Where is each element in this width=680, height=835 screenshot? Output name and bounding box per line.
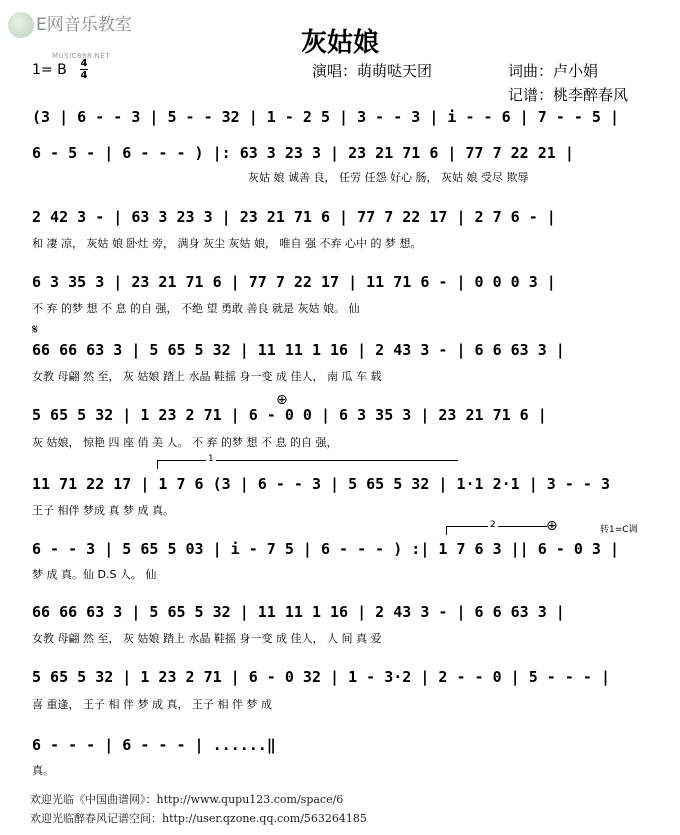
singer: 演唱：萌萌哒天团 [312, 62, 433, 80]
score-row-7: 11 71 22 17 | 1 7 6 (3 | 6 - - 3 | 5 65 5 32 | 1·1 2·1 | 3 - - 3 [32, 475, 610, 493]
footer-line-2: 欢迎光临醉春风记谱空间：http://user.qzone.qq.com/563264185 [30, 812, 367, 825]
key-signature: 1= B [32, 62, 67, 78]
footer-line-1: 欢迎光临《中国曲谱网》：http://www.qupu123.com/space/6 [30, 793, 344, 806]
volta-1-label: 1 [208, 454, 214, 464]
score-row-4: 6 3 35 3 | 23 21 71 6 | 77 7 22 17 | 11 71 6 - | 0 0 0 3 | [32, 273, 556, 291]
lyric-row-4: 不 弃 的梦 想 不 息 的自 强， 不绝 望 勇敢 善良 就是 灰姑 娘。 仙 [32, 302, 360, 315]
lyric-row-7: 王子 相伴 梦成 真 梦 成 真。 [32, 504, 174, 517]
lyric-row-8: 梦 成 真。仙 D.S 人。 仙 [32, 568, 157, 581]
lyric-row-9: 女教 母翩 然 至， 灰 姑娘 踏上 水晶 鞋摇 身一变 成 佳人， 人 间 真 爱 [32, 632, 382, 645]
transcriber: 记谱：桃李醉春风 [508, 86, 629, 104]
segno-sign: 𝄋 [32, 322, 39, 338]
score-row-9: 66 66 63 3 | 5 65 5 32 | 11 11 1 16 | 2 43 3 - | 6 6 63 3 | [32, 603, 565, 621]
score-row-11: 6 - - - | 6 - - - | ......‖ [32, 736, 276, 754]
modulation-note: 转1=C调 [600, 525, 638, 535]
coda-sign: ⊕ [276, 392, 288, 408]
volta-2-label: 2 [490, 520, 496, 530]
volta-1-bracket [157, 460, 458, 469]
lyric-row-3: 和 凄 凉， 灰姑 娘 卧灶 旁， 满身 灰尘 灰姑 娘， 唯自 强 不弃 心中 的 梦 想。 [32, 237, 422, 250]
score-row-10: 5 65 5 32 | 1 23 2 71 | 6 - 0 32 | 1 - 3·2 | 2 - - 0 | 5 - - - | [32, 668, 610, 686]
score-row-5: 66 66 63 3 | 5 65 5 32 | 11 11 1 16 | 2 43 3 - | 6 6 63 3 | [32, 341, 565, 359]
site-text: MUSIC888.NET [52, 52, 111, 60]
score-row-3: 2 42 3 - | 63 3 23 3 | 23 21 71 6 | 77 7 22 17 | 2 7 6 - | [32, 208, 556, 226]
score-row-6: 5 65 5 32 | 1 23 2 71 | 6 - 0 0 | 6 3 35 3 | 23 21 71 6 | [32, 406, 547, 424]
time-signature [80, 58, 88, 81]
coda-sign-2: ⊕ [546, 518, 558, 534]
score-row-1: (3 | 6 - - 3 | 5 - - 32 | 1 - 2 5 | 3 - - 3 | i - - 6 | 7 - - 5 | [32, 108, 619, 126]
composer: 词曲：卢小娟 [508, 62, 599, 80]
logo-text: E网音乐教室 [36, 15, 132, 35]
lyric-row-2: 灰姑 娘 诚善 良， 任劳 任怨 好心 肠， 灰姑 娘 受尽 欺辱 [248, 171, 529, 184]
score-row-2: 6 - 5 - | 6 - - - ) |: 63 3 23 3 | 23 21 71 6 | 77 7 22 21 | [32, 144, 574, 162]
lyric-row-11: 真。 [32, 764, 54, 777]
time-top: 4 [80, 58, 88, 69]
score-row-8: 6 - - 3 | 5 65 5 03 | i - 7 5 | 6 - - - ) :| 1 7 6 3 || 6 - 0 3 | [32, 540, 619, 558]
lyric-row-6: 灰 姑娘， 惊艳 四 座 俏 美 人。 不 弃 的梦 想 不 息 的自 强， [32, 436, 338, 449]
time-bottom: 4 [80, 70, 88, 81]
lyric-row-5: 女教 母翩 然 至， 灰 姑娘 踏上 水晶 鞋摇 身一变 成 佳人， 南 瓜 车 载 [32, 370, 382, 383]
page-title: 灰姑娘 [300, 28, 379, 58]
lyric-row-10: 喜 重逢， 王子 相 伴 梦 成 真， 王子 相 伴 梦 成 [32, 698, 272, 711]
